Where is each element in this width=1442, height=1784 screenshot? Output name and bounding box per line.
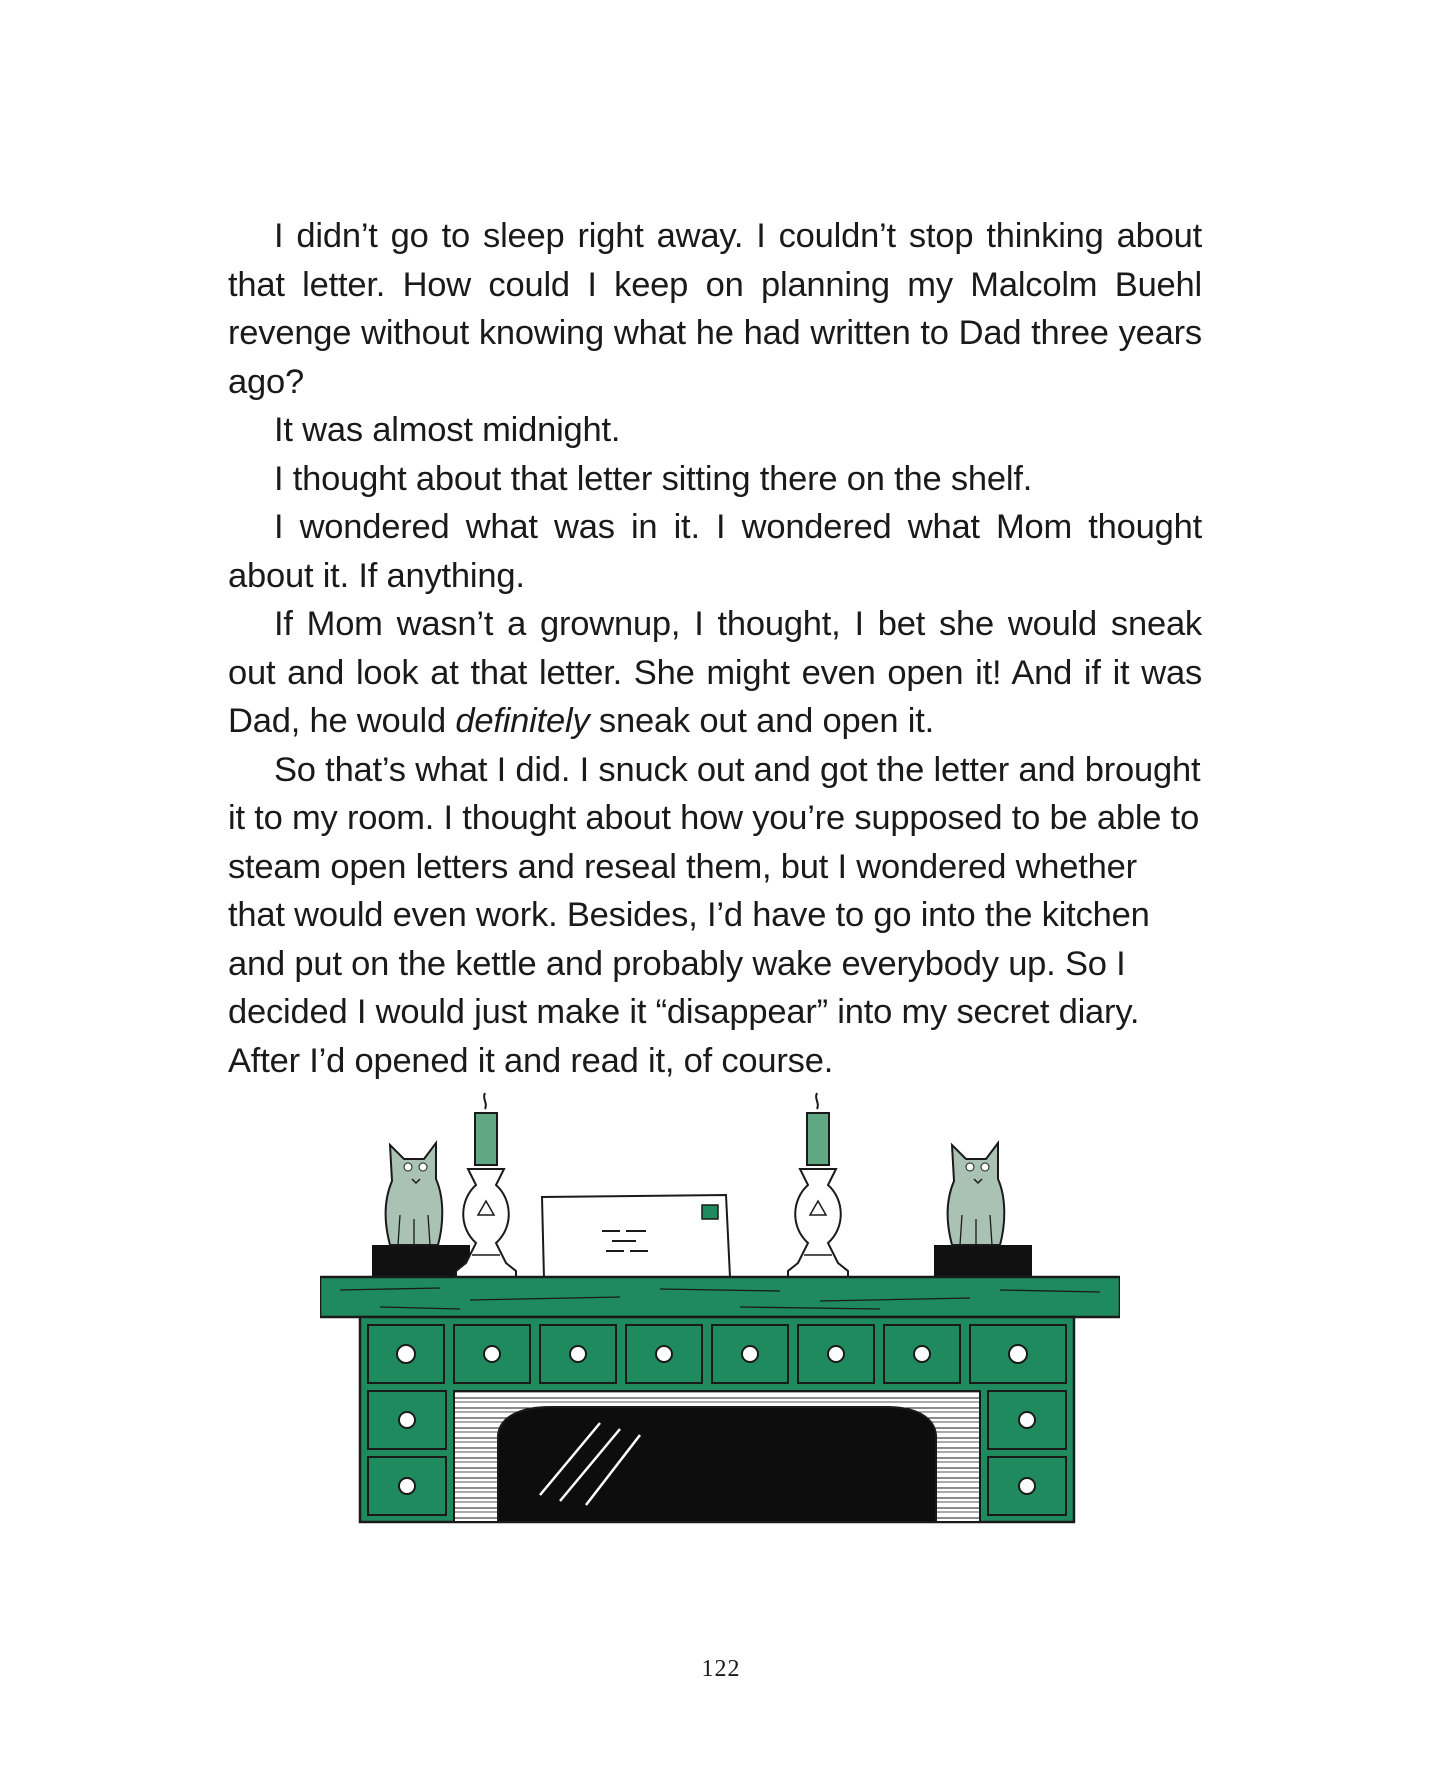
paragraph-5-before: If Mom wasn’t a grownup, I thought, I bet she would sneak out and look at that letter. She might even open it! And if it was Dad, he would bbox=[228, 605, 1202, 740]
paragraph-5-after: sneak out and open it. bbox=[589, 702, 935, 740]
fireplace-opening bbox=[454, 1391, 980, 1522]
paragraph-1: I didn’t go to sleep right away. I couldn’t stop thinking about that letter. How could I keep on planning my Malcolm Buehl revenge without knowing what he had written to Dad three years ago? bbox=[228, 217, 1202, 401]
envelope-letter-drawing bbox=[542, 1195, 730, 1279]
paragraph-5 bbox=[228, 600, 1202, 746]
mantel-shelf bbox=[320, 1277, 1120, 1317]
paragraph-6: So that’s what I did. I snuck out and got the letter and brought it to my room. I thought about how you’re supposed to be able to steam open letters and reseal them, but I wondered whether that would even work. Besides, I’d have to go into the kitchen and put on the kettle and probably wake everybody up. So I decided I would just make it “disappear” into my secret diary. After I’d opened it and read it, of course. bbox=[228, 750, 1201, 1080]
fireplace-mantel-illustration bbox=[320, 1085, 1120, 1530]
left-cat-figurine bbox=[372, 1143, 470, 1290]
paragraph-4: I wondered what was in it. I wondered what Mom thought about it. If anything. bbox=[228, 508, 1202, 595]
story-text bbox=[228, 212, 1202, 1085]
emphasis-word: definitely bbox=[455, 702, 590, 740]
paragraph-3: I thought about that letter sitting there on the shelf. bbox=[274, 459, 1033, 498]
right-cat-figurine bbox=[934, 1143, 1032, 1290]
paragraph-2: It was almost midnight. bbox=[274, 411, 621, 449]
right-candlestick bbox=[788, 1093, 848, 1277]
page-number: 122 bbox=[701, 1656, 741, 1682]
